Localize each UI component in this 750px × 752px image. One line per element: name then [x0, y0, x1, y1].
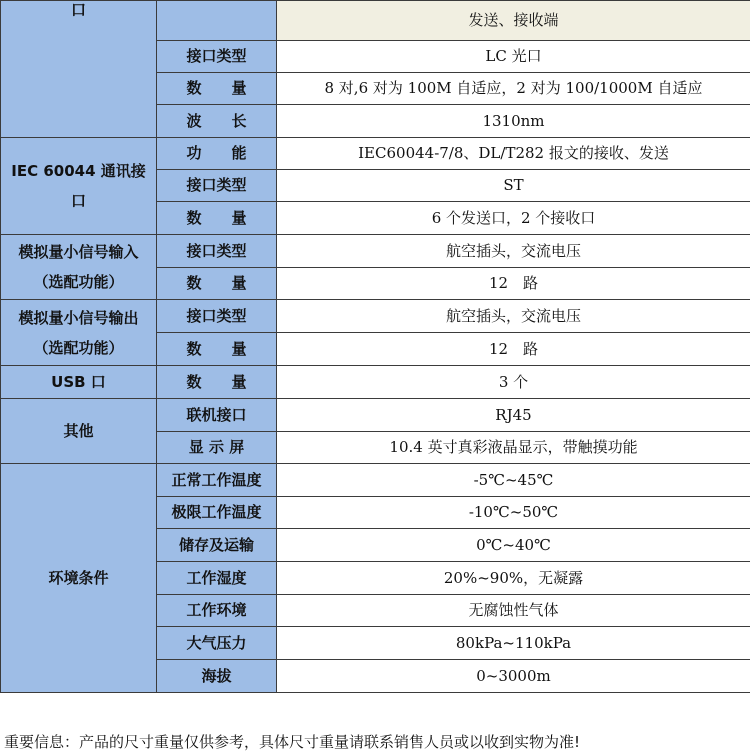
value-cell: -10℃~50℃ — [277, 497, 750, 529]
value-cell: 1310nm — [277, 105, 750, 138]
param-cell: 工作环境 — [157, 595, 277, 627]
param-cell: 正常工作温度 — [157, 464, 277, 497]
table-row — [1, 366, 750, 399]
value-cell: 12 路 — [277, 268, 750, 300]
value-cell: 10.4 英寸真彩液晶显示，带触摸功能 — [277, 432, 750, 464]
value-cell: 航空插头，交流电压 — [277, 300, 750, 333]
param-cell: 海拔 — [157, 660, 277, 693]
value-cell: 20%~90%，无凝露 — [277, 562, 750, 595]
value-cell: -5℃~45℃ — [277, 464, 750, 497]
table-row — [1, 1, 750, 41]
category-optical-port: 口 — [1, 1, 157, 138]
value-cell: 8 对,6 对为 100M 自适应，2 对为 100/1000M 自适应 — [277, 73, 750, 105]
important-note: 重要信息：产品的尺寸重量仅供参考，具体尺寸重量请联系销售人员或以收到实物为准! — [4, 733, 581, 751]
value-cell: RJ45 — [277, 399, 750, 432]
param-cell: 储存及运输 — [157, 529, 277, 562]
param-cell: 数 量 — [157, 333, 277, 366]
param-cell: 联机接口 — [157, 399, 277, 432]
param-cell: 数 量 — [157, 366, 277, 399]
param-cell: 数 量 — [157, 73, 277, 105]
param-cell: 接口类型 — [157, 41, 277, 73]
table-row — [1, 399, 750, 432]
category-iec60044-port: IEC 60044 通讯接 口 — [1, 138, 157, 235]
value-cell: 航空插头，交流电压 — [277, 235, 750, 268]
table-row — [1, 138, 750, 170]
value-cell: IEC60044-7/8、DL/T282 报文的接收、发送 — [277, 138, 750, 170]
value-cell: 发送、接收端 — [277, 1, 750, 41]
category-analog-input: 模拟量小信号输入 （选配功能） — [1, 235, 157, 300]
value-cell: LC 光口 — [277, 41, 750, 73]
value-cell: 6 个发送口，2 个接收口 — [277, 202, 750, 235]
table-row — [1, 300, 750, 333]
value-cell: 12 路 — [277, 333, 750, 366]
value-cell: 3 个 — [277, 366, 750, 399]
param-cell: 数 量 — [157, 202, 277, 235]
category-other: 其他 — [1, 399, 157, 464]
param-cell: 大气压力 — [157, 627, 277, 660]
param-cell: 波 长 — [157, 105, 277, 138]
category-environment: 环境条件 — [1, 464, 157, 693]
value-cell: 0℃~40℃ — [277, 529, 750, 562]
value-cell: 0~3000m — [277, 660, 750, 693]
value-cell: 无腐蚀性气体 — [277, 595, 750, 627]
param-cell — [157, 1, 277, 41]
param-cell: 功 能 — [157, 138, 277, 170]
category-analog-output: 模拟量小信号输出 （选配功能） — [1, 300, 157, 366]
param-cell: 接口类型 — [157, 170, 277, 202]
param-cell: 接口类型 — [157, 235, 277, 268]
value-cell: 80kPa~110kPa — [277, 627, 750, 660]
table-row — [1, 464, 750, 497]
table-row — [1, 235, 750, 268]
param-cell: 显 示 屏 — [157, 432, 277, 464]
category-usb-port: USB 口 — [1, 366, 157, 399]
param-cell: 接口类型 — [157, 300, 277, 333]
param-cell: 极限工作温度 — [157, 497, 277, 529]
value-cell: ST — [277, 170, 750, 202]
param-cell: 工作湿度 — [157, 562, 277, 595]
param-cell: 数 量 — [157, 268, 277, 300]
